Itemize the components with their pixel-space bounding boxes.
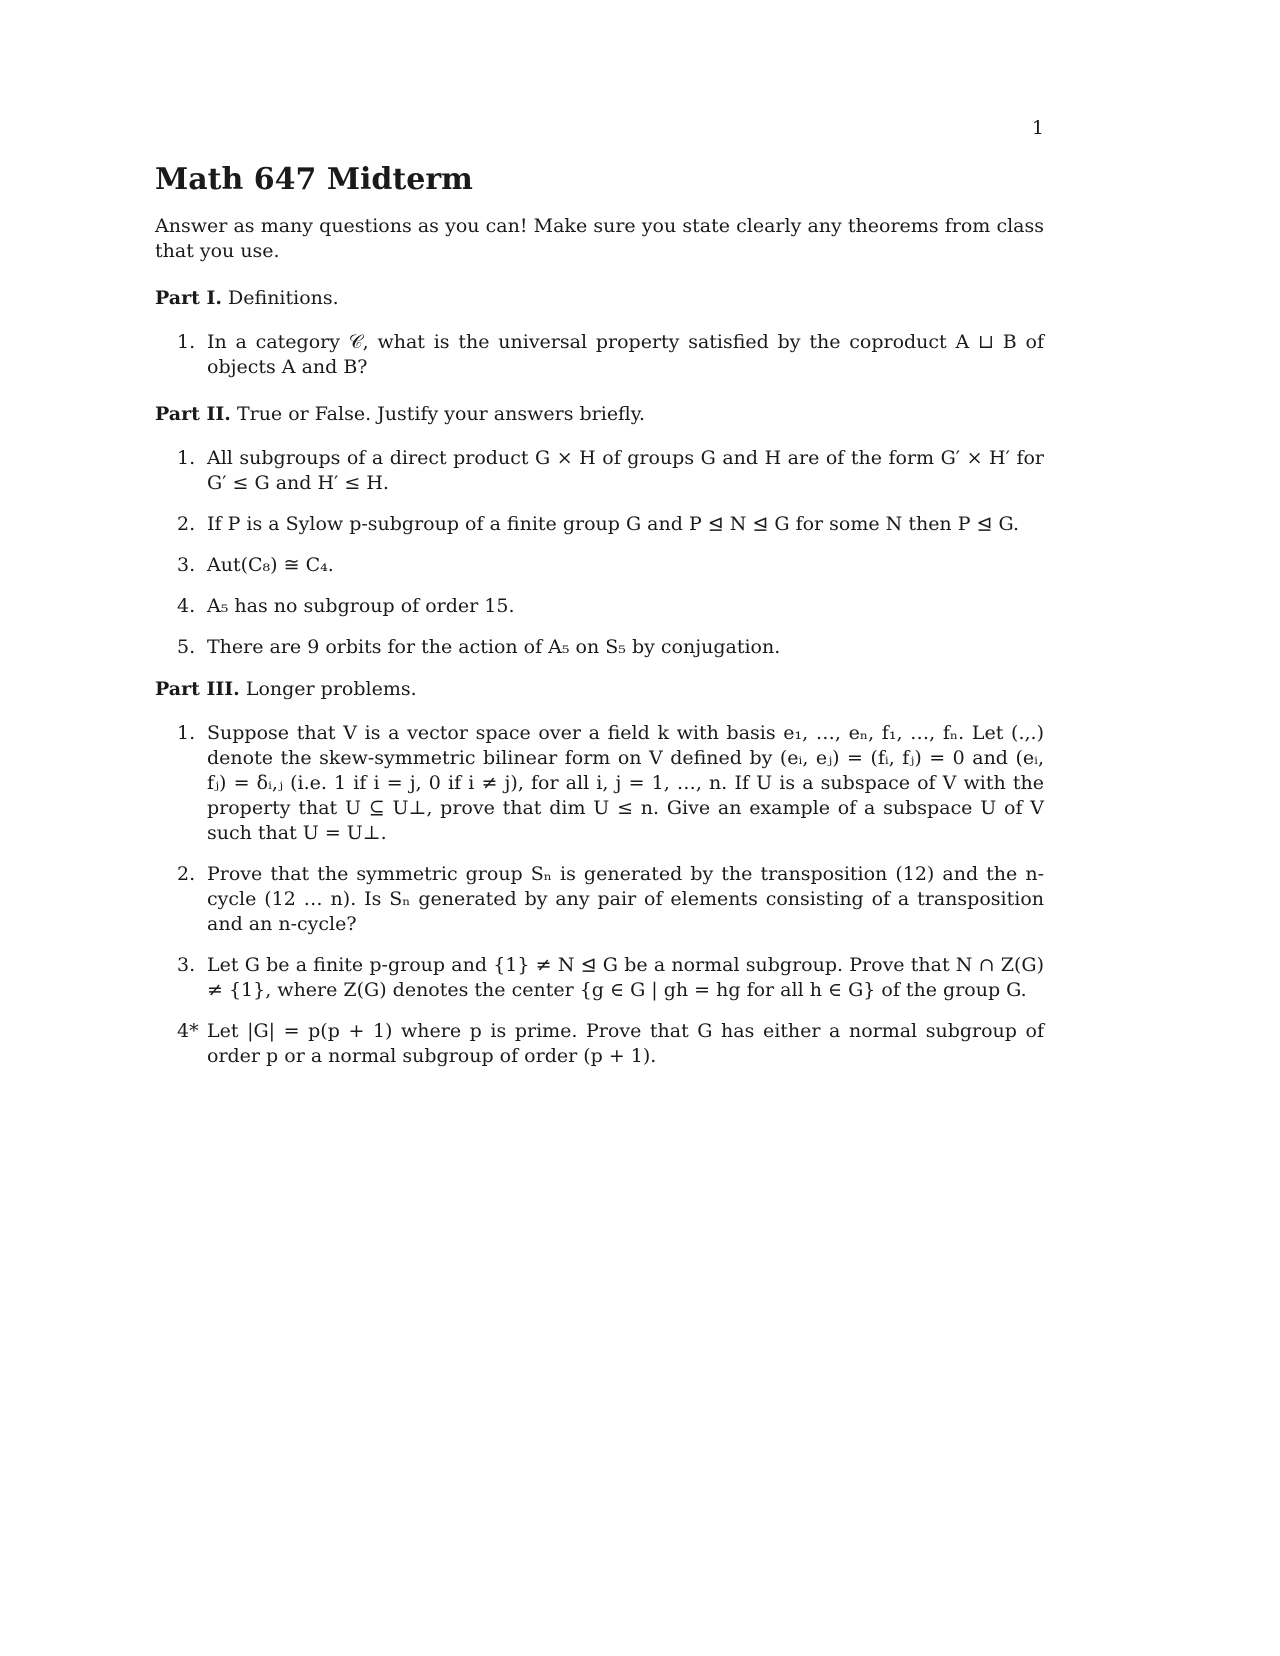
question-item bbox=[155, 512, 1044, 537]
part-1-questions bbox=[155, 330, 1044, 380]
question-number: 4* bbox=[177, 1020, 199, 1042]
question-number: 3. bbox=[177, 954, 196, 976]
part-1 bbox=[155, 286, 1044, 380]
part-2-questions bbox=[155, 446, 1044, 660]
question-text: Prove that the symmetric group Sₙ is generated by the transposition (12) and the n-cycle (12 … n). Is Sₙ generated by any pair of elements consisting of a transposition and an n-cycle? bbox=[207, 863, 1044, 935]
part-3-label: Part III. bbox=[155, 678, 240, 700]
part-1-title: Definitions. bbox=[228, 287, 339, 309]
document-body bbox=[155, 160, 1044, 1069]
intro-text: Answer as many questions as you can! Make sure you state clearly any theorems from class that you use. bbox=[155, 215, 1044, 262]
part-3 bbox=[155, 677, 1044, 1069]
question-text: Suppose that V is a vector space over a field k with basis e₁, …, eₙ, f₁, …, fₙ. Let (.,.) denote the skew-symmetric bilinear form on V defined by (eᵢ, eⱼ) = (fᵢ, fⱼ) = 0 and (eᵢ, fⱼ) = δᵢ,ⱼ (i.e. 1 if i = j, 0 if i ≠ j), for all i, j = 1, …, n. If U is a subspace of V with the property that U ⊆ U⊥, prove that dim U ≤ n. Give an example of a subspace U of V such that U = U⊥. bbox=[207, 722, 1044, 844]
part-2 bbox=[155, 402, 1044, 660]
part-3-heading bbox=[155, 677, 1044, 702]
part-1-heading bbox=[155, 286, 1044, 311]
question-item bbox=[155, 553, 1044, 578]
question-item bbox=[155, 594, 1044, 619]
question-item bbox=[155, 330, 1044, 380]
question-number: 3. bbox=[177, 554, 196, 576]
question-text: A₅ has no subgroup of order 15. bbox=[207, 595, 515, 617]
question-text: Let G be a finite p-group and {1} ≠ N ⊴ G be a normal subgroup. Prove that N ∩ Z(G) ≠ {1}, where Z(G) denotes the center {g ∈ G | gh = hg for all h ∈ G} of the group G. bbox=[207, 954, 1044, 1001]
document-title: Math 647 Midterm bbox=[155, 162, 473, 197]
question-item bbox=[155, 862, 1044, 937]
question-text: All subgroups of a direct product G × H of groups G and H are of the form G′ × H′ for G′ ≤ G and H′ ≤ H. bbox=[207, 447, 1044, 494]
question-item bbox=[155, 635, 1044, 660]
question-item bbox=[155, 1019, 1044, 1069]
question-text: In a category 𝒞, what is the universal property satisfied by the coproduct A ⊔ B of objects A and B? bbox=[207, 331, 1044, 378]
part-3-title: Longer problems. bbox=[245, 678, 417, 700]
part-2-heading bbox=[155, 402, 1044, 427]
question-number: 4. bbox=[177, 595, 196, 617]
question-text: There are 9 orbits for the action of A₅ on S₅ by conjugation. bbox=[207, 636, 781, 658]
part-1-label: Part I. bbox=[155, 287, 222, 309]
question-text: If P is a Sylow p-subgroup of a finite group G and P ⊴ N ⊴ G for some N then P ⊴ G. bbox=[207, 513, 1020, 535]
question-text: Aut(C₈) ≅ C₄. bbox=[207, 554, 334, 576]
question-text: Let |G| = p(p + 1) where p is prime. Prove that G has either a normal subgroup of order p or a normal subgroup of order (p + 1). bbox=[207, 1020, 1044, 1067]
question-number: 1. bbox=[177, 331, 196, 353]
question-item bbox=[155, 721, 1044, 846]
part-2-title: True or False. Justify your answers briefly. bbox=[236, 403, 645, 425]
page-number: 1 bbox=[1031, 117, 1044, 139]
question-item bbox=[155, 446, 1044, 496]
question-number: 1. bbox=[177, 447, 196, 469]
part-3-questions bbox=[155, 721, 1044, 1069]
question-item bbox=[155, 953, 1044, 1003]
question-number: 1. bbox=[177, 722, 196, 744]
question-number: 2. bbox=[177, 513, 196, 535]
question-number: 5. bbox=[177, 636, 196, 658]
question-number: 2. bbox=[177, 863, 196, 885]
part-2-label: Part II. bbox=[155, 403, 231, 425]
